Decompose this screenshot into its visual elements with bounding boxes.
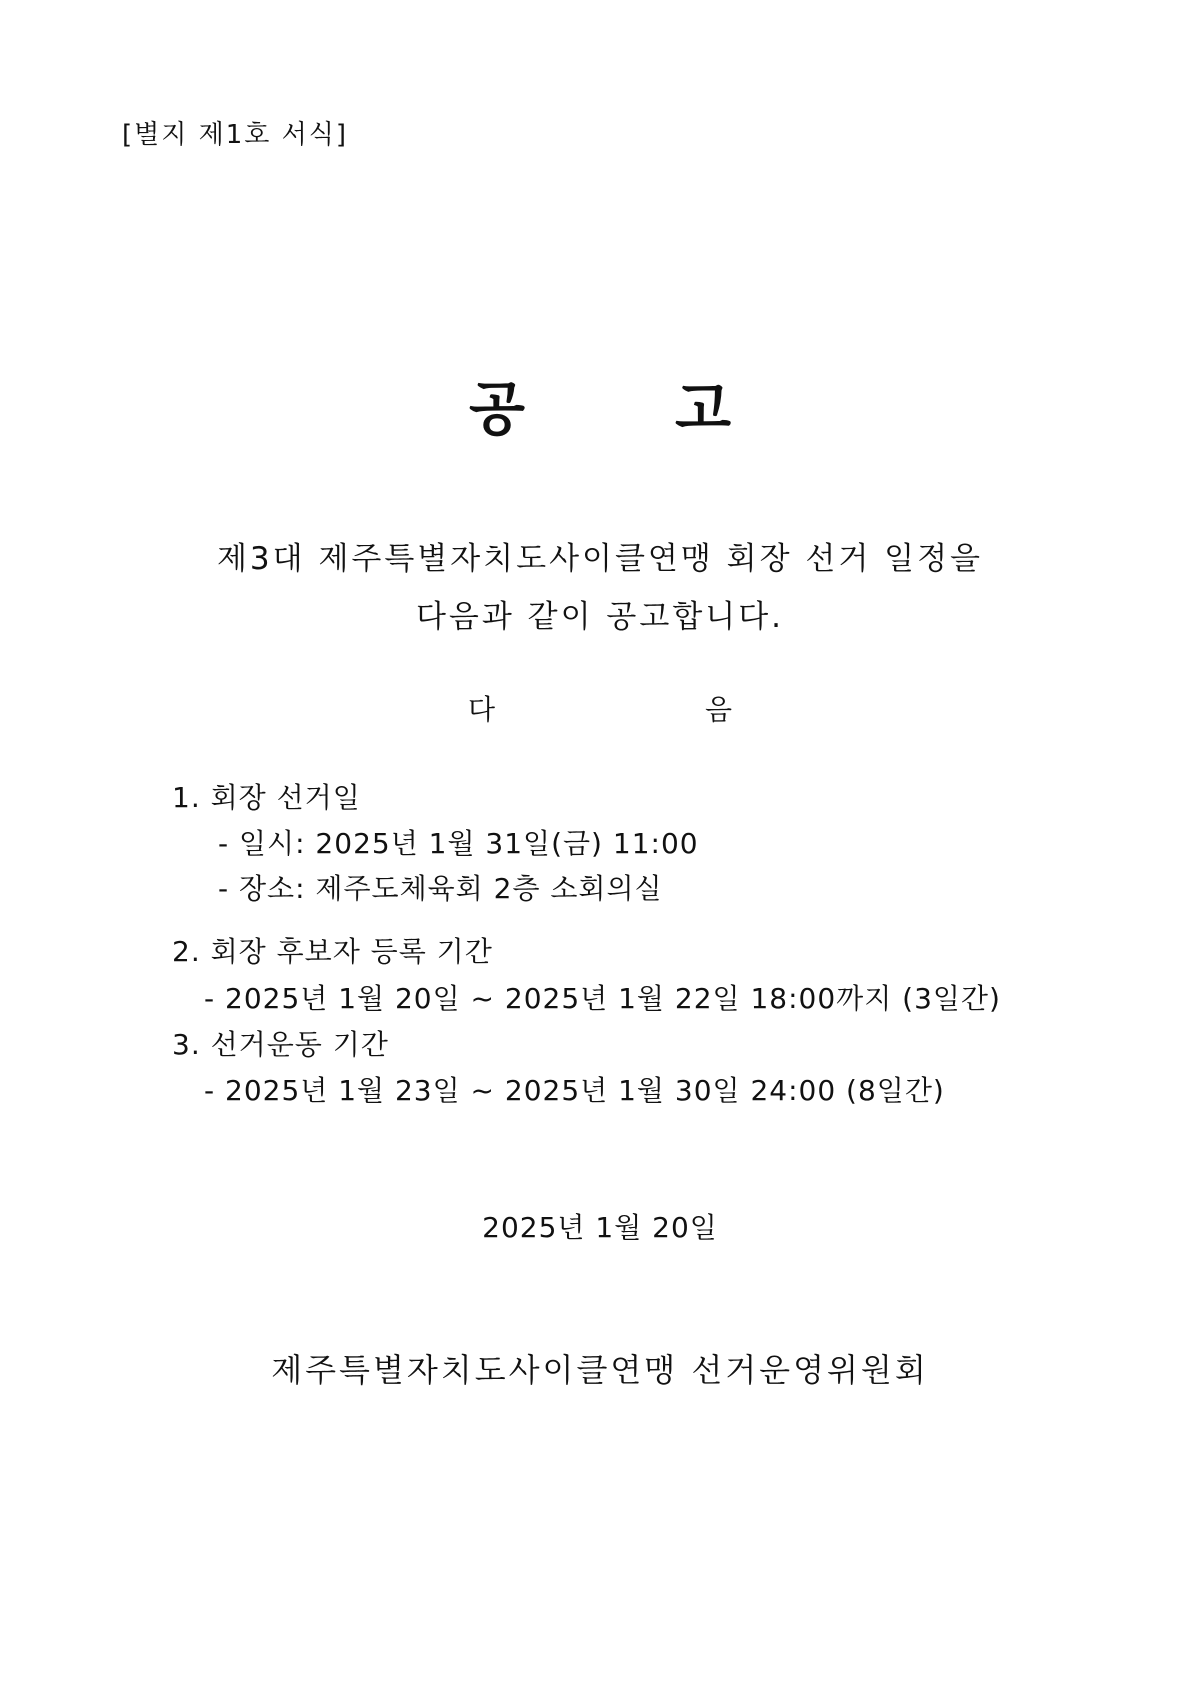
intro-line-2: 다음과 같이 공고합니다. [415, 599, 785, 635]
section-1-heading: 1. 회장 선거일 [172, 781, 361, 814]
section-1-item-1: - 일시: 2025년 1월 31일(금) 11:00 [218, 827, 699, 860]
intro-text [0, 530, 1200, 646]
note-char-2: 음 [705, 693, 733, 726]
section-3-item-1: - 2025년 1월 23일 ~ 2025년 1월 30일 24:00 (8일간) [204, 1074, 945, 1107]
notice-date: 2025년 1월 20일 [482, 1211, 718, 1244]
form-label: [별지 제1호 서식] [122, 120, 349, 150]
title-char-2: 고 [675, 375, 732, 443]
title-char-1: 공 [468, 375, 525, 443]
section-2-heading: 2. 회장 후보자 등록 기간 [172, 935, 493, 968]
committee-name: 제주특별자치도사이클연맹 선거운영위원회 [271, 1351, 929, 1389]
section-2-item-1: - 2025년 1월 20일 ~ 2025년 1월 22일 18:00까지 (3일간) [204, 982, 1001, 1015]
note-char-1: 다 [467, 693, 495, 726]
section-1-item-2: - 장소: 제주도체육회 2층 소회의실 [218, 872, 663, 905]
note-heading [0, 688, 1200, 728]
notice-title [0, 362, 1200, 446]
intro-line-1: 제3대 제주특별자치도사이클연맹 회장 선거 일정을 [216, 541, 983, 577]
section-3-heading: 3. 선거운동 기간 [172, 1028, 389, 1061]
